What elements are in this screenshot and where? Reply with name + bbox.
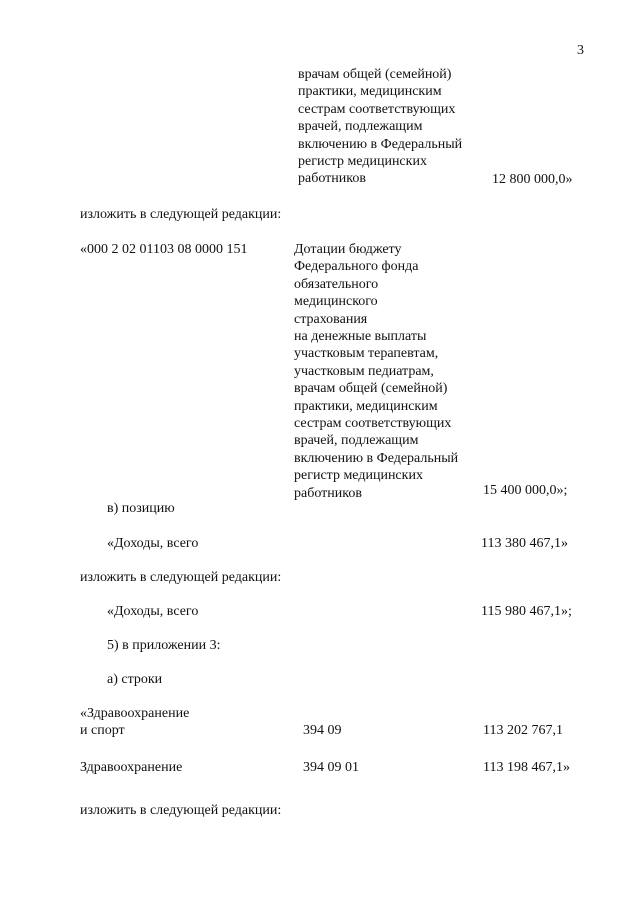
income-old-label: «Доходы, всего	[107, 536, 199, 551]
text-line: участковым педиатрам,	[294, 363, 434, 379]
row-health-sport-code: 394 09	[303, 723, 342, 738]
text-line: медицинского	[294, 294, 378, 310]
income-new-label: «Доходы, всего	[107, 604, 199, 619]
row-health-sport-amount: 113 202 767,1	[483, 723, 563, 738]
amount-2: 15 400 000,0»;	[483, 483, 568, 498]
row-health-label: Здравоохранение	[80, 760, 183, 775]
text-line: участковым терапевтам,	[294, 346, 439, 362]
text-line: практики, медицинским	[298, 84, 442, 100]
text-line: практики, медицинским	[294, 398, 438, 414]
text-line: сестрам соответствующих	[298, 101, 456, 117]
text-line: на денежные выплаты	[294, 329, 427, 345]
item-v: в) позицию	[107, 501, 175, 516]
text-line: Федерального фонда	[294, 259, 419, 275]
text-line: врачам общей (семейной)	[294, 381, 448, 397]
phrase-edit-1: изложить в следующей редакции:	[80, 207, 282, 222]
text-line: работников	[294, 485, 362, 501]
amount-1: 12 800 000,0»	[492, 172, 573, 187]
row-health-code: 394 09 01	[303, 760, 359, 775]
row-health-sport-label-1: «Здравоохранение	[80, 706, 190, 721]
text-line: врачам общей (семейной)	[298, 67, 452, 82]
text-line: включению в Федеральный	[294, 450, 459, 466]
phrase-edit-2: изложить в следующей редакции:	[80, 570, 282, 585]
item-a: а) строки	[107, 672, 163, 687]
income-new-amount: 115 980 467,1»;	[481, 604, 572, 619]
row-health-sport-label-2: и спорт	[80, 723, 125, 738]
text-block-1	[298, 66, 462, 188]
text-line: работников	[298, 171, 366, 187]
page-number: 3	[577, 43, 584, 58]
text-line: Дотации бюджету	[294, 242, 402, 257]
text-block-2	[294, 241, 458, 502]
text-line: страхования	[294, 311, 368, 327]
phrase-edit-3: изложить в следующей редакции:	[80, 803, 282, 818]
text-line: включению в Федеральный	[298, 136, 463, 152]
text-line: обязательного	[294, 276, 379, 292]
row-health-amount: 113 198 467,1»	[483, 760, 570, 775]
text-line: сестрам соответствующих	[294, 416, 452, 432]
text-line: врачей, подлежащим	[294, 433, 419, 449]
text-line: регистр медицинских	[298, 154, 427, 170]
text-line: регистр медицинских	[294, 468, 423, 484]
text-line: врачей, подлежащим	[298, 119, 423, 135]
budget-code: «000 2 02 01103 08 0000 151	[80, 242, 248, 257]
income-old-amount: 113 380 467,1»	[481, 536, 568, 551]
item-5: 5) в приложении 3:	[107, 638, 221, 653]
